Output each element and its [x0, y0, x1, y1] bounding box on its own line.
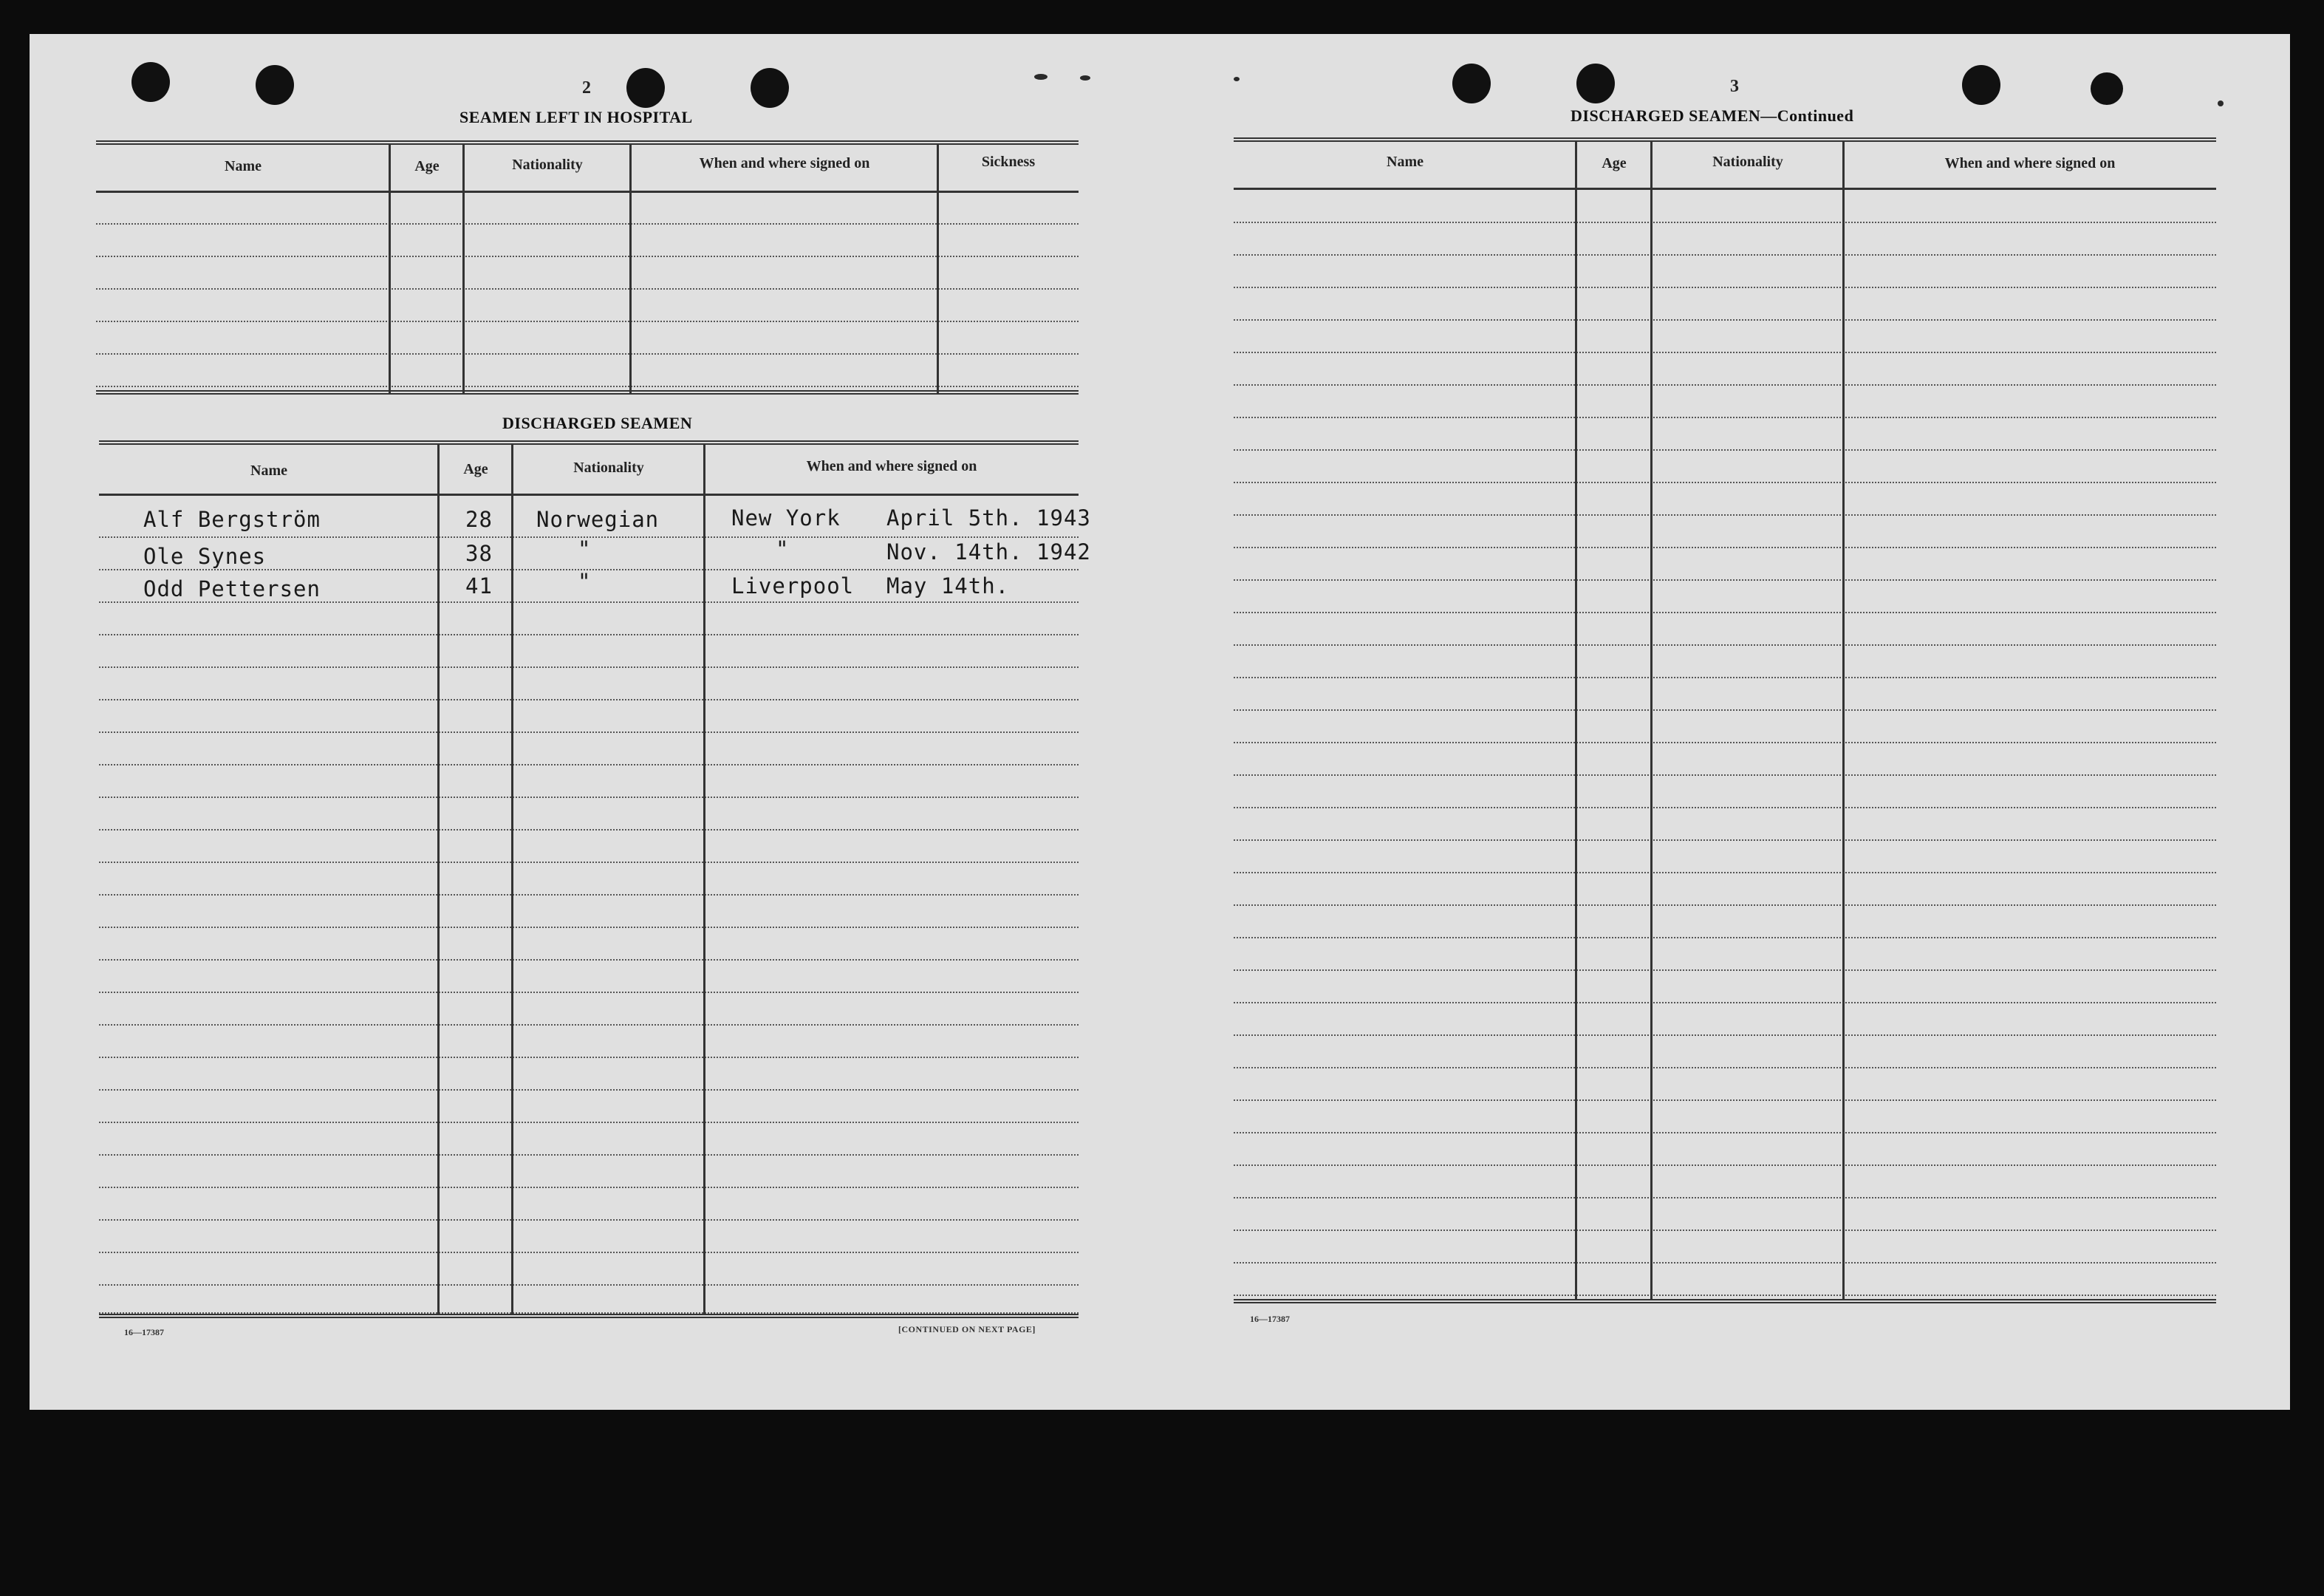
col-header-age: Age: [463, 461, 488, 477]
title-main: DISCHARGED SEAMEN: [1571, 106, 1761, 125]
discharged-section-title: DISCHARGED SEAMEN: [502, 414, 693, 432]
col-header-age: Age: [414, 158, 440, 174]
punch-hole: [751, 68, 789, 108]
seaman-name: Odd Pettersen: [143, 576, 321, 601]
col-header-nationality: Nationality: [512, 157, 583, 173]
col-header-signed-on: When and where signed on: [806, 458, 977, 474]
signed-on-place: Liverpool: [731, 573, 855, 598]
speck: [1034, 74, 1047, 80]
seaman-nationality: ": [578, 536, 592, 562]
document-sheet: [30, 34, 2290, 1410]
speck: [1080, 75, 1090, 81]
title-continued: —Continued: [1760, 106, 1854, 125]
col-header-name: Name: [1387, 154, 1424, 170]
page-number: 3: [1730, 77, 1739, 96]
seaman-name: Alf Bergström: [143, 507, 321, 532]
page-number: 2: [582, 78, 591, 98]
punch-hole: [1962, 65, 2000, 105]
seaman-nationality: ": [578, 569, 592, 594]
col-header-age: Age: [1602, 155, 1627, 171]
punch-hole: [2091, 72, 2123, 105]
seaman-age: 38: [465, 541, 493, 566]
seaman-name: Ole Synes: [143, 544, 267, 569]
col-header-name: Name: [225, 158, 262, 174]
seaman-age: 28: [465, 507, 493, 532]
seaman-nationality: Norwegian: [536, 507, 660, 532]
col-header-nationality: Nationality: [573, 460, 644, 476]
col-header-name: Name: [250, 463, 287, 479]
signed-on-place: New York: [731, 505, 841, 531]
signed-on-place: ": [776, 536, 790, 562]
signed-on-date: April 5th. 1943: [886, 505, 1091, 531]
punch-hole: [1452, 64, 1491, 103]
signed-on-date: May 14th.: [886, 573, 1010, 598]
hospital-section-title: SEAMEN LEFT IN HOSPITAL: [459, 108, 693, 126]
continued-note: [CONTINUED ON NEXT PAGE]: [898, 1324, 1036, 1334]
col-header-sickness: Sickness: [981, 154, 1036, 170]
form-code: 16—17387: [1250, 1314, 1290, 1324]
speck: [2218, 100, 2224, 106]
col-header-signed-on: When and where signed on: [1944, 155, 2116, 171]
form-code: 16—17387: [124, 1327, 164, 1337]
punch-hole: [256, 65, 294, 105]
punch-hole: [131, 62, 170, 102]
seaman-age: 41: [465, 573, 493, 598]
col-header-signed-on: When and where signed on: [699, 155, 870, 171]
punch-hole: [1576, 64, 1615, 103]
discharged-continued-title: [1571, 106, 1853, 126]
col-header-nationality: Nationality: [1712, 154, 1783, 170]
signed-on-date: Nov. 14th. 1942: [886, 539, 1091, 565]
speck: [1234, 77, 1240, 81]
punch-hole: [626, 68, 665, 108]
